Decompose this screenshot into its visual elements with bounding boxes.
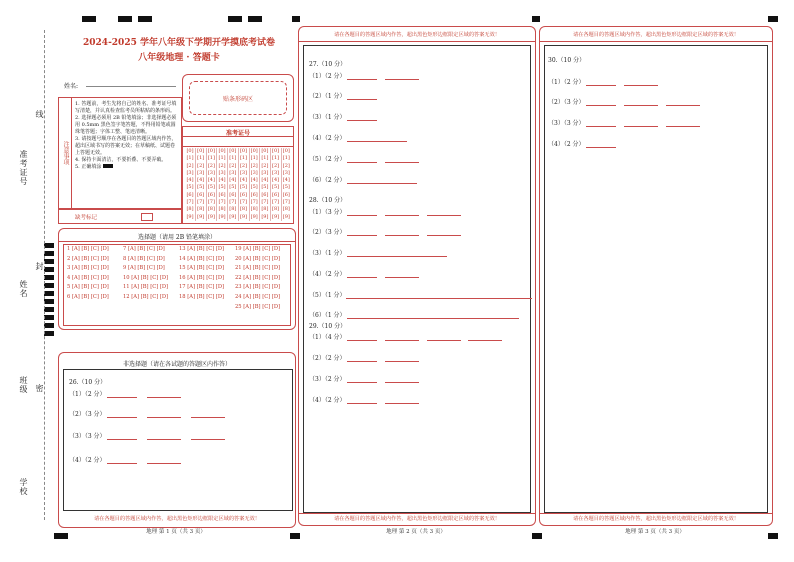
digit-bubble[interactable]: [0] [207,148,215,154]
digit-bubble[interactable]: [7] [218,199,226,206]
choice-question-row[interactable]: 25 [A] [B] [C] [D] [235,303,281,310]
digit-bubble[interactable]: [9] [218,213,226,220]
q28-part: （2）（3 分） [309,227,461,236]
q27-part: （3）（1 分） [309,112,377,121]
registration-mark [82,16,96,22]
digit-bubble[interactable]: [4] [229,177,237,184]
digit-bubble[interactable]: [4] [282,177,290,184]
timing-mark [44,315,54,320]
choice-question-row[interactable]: 6 [A] [B] [C] [D] [67,294,109,300]
timing-mark [44,251,54,256]
choice-question-row[interactable]: 21 [A] [B] [C] [D] [235,265,281,272]
digit-bubble[interactable]: [5] [186,184,194,191]
choice-question-row[interactable]: 10 [A] [B] [C] [D] [123,274,169,281]
choice-question-row[interactable]: 15 [A] [B] [C] [D] [179,265,225,272]
barcode-area [182,74,294,122]
binding-mi-mark: 密 [35,384,44,393]
registration-mark [292,16,300,22]
warning-note: 请在各题目的答题区域内作答，超出黑色矩形边框限定区域的答案无效！ [333,516,500,522]
timing-mark [44,259,54,264]
digit-bubble[interactable]: [1] [207,155,215,162]
name-label: 姓名: [64,83,79,90]
digit-bubble[interactable]: [8] [261,206,269,213]
q30-part: （3）（3 分） [548,118,700,127]
digit-bubble[interactable]: [9] [261,213,269,220]
digit-bubble[interactable]: [5] [250,184,258,191]
candidate-number-grid [182,126,294,224]
notes-title: 注意事项 [59,98,72,208]
digit-bubble[interactable]: [6] [229,191,237,198]
warning-note: 请在各题目的答题区域内作答，超出黑色矩形边框限定区域的答案无效！ [333,32,500,38]
digit-bubble[interactable]: [3] [250,169,258,176]
choice-question-row[interactable]: 23 [A] [B] [C] [D] [235,284,281,291]
digit-bubble[interactable]: [6] [186,191,194,198]
digit-bubble[interactable]: [7] [186,199,194,206]
digit-bubble[interactable]: [9] [186,213,194,220]
warning-note: 请在各题目的答题区域内作答，超出黑色矩形边框限定区域的答案无效！ [572,32,739,38]
digit-bubble[interactable]: [3] [272,169,280,176]
timing-mark [44,307,54,312]
digit-bubble[interactable]: [5] [229,184,237,191]
q30-part: （2）（3 分） [548,97,700,106]
question-26: 26.（10 分） [69,379,107,386]
digit-bubble[interactable]: [6] [239,191,248,198]
digit-column[interactable] [217,148,228,221]
q30-part: （4）（2 分） [548,139,616,148]
digit-bubble[interactable]: [8] [229,206,237,213]
q29-part: （4）（2 分） [309,395,419,404]
digit-column[interactable] [271,148,282,221]
choice-question-row[interactable]: 8 [A] [B] [C] [D] [123,255,165,262]
digit-column[interactable] [228,148,239,221]
binding-school-label: 学校 [19,478,28,496]
note-item: 5. 正确填涂 [75,164,177,171]
digit-bubble[interactable]: [8] [250,206,258,213]
q26-part-3: （3）（3 分） [69,431,225,440]
digit-bubble[interactable]: [7] [229,199,237,206]
digit-bubble[interactable]: [1] [261,155,269,162]
digit-bubble[interactable]: [8] [239,206,248,213]
digit-bubble[interactable]: [2] [218,162,226,169]
timing-mark [44,323,54,328]
digit-bubble[interactable]: [3] [197,169,205,176]
absent-checkbox[interactable] [141,213,153,221]
digit-bubble[interactable]: [0] [218,148,226,154]
note-item: 2. 选择题必须用 2B 铅笔填涂；非选择题必须用 0.5mm 黑色签字笔答题，不得用铅笔或圆珠笔答题；字体工整、笔迹清晰。 [75,115,177,135]
digit-bubble[interactable]: [8] [272,206,280,213]
q27-part: （4）（2 分） [309,133,407,142]
choice-question-row[interactable]: 11 [A] [B] [C] [D] [123,284,169,291]
choice-question-row[interactable]: 16 [A] [B] [C] [D] [179,274,225,281]
digit-bubble[interactable]: [0] [197,148,205,154]
choice-section [58,228,296,330]
digit-bubble[interactable]: [7] [282,199,290,206]
digit-bubble[interactable]: [7] [250,199,258,206]
digit-bubble[interactable]: [3] [229,169,237,176]
digit-bubble[interactable]: [2] [272,162,280,169]
digit-bubble[interactable]: [8] [207,206,215,213]
digit-bubble[interactable]: [4] [272,177,280,184]
digit-bubble[interactable]: [0] [261,148,269,154]
digit-bubble[interactable]: [1] [229,155,237,162]
choice-question-row[interactable]: 3 [A] [B] [C] [D] [67,265,109,272]
q26-part-1: （1）（2 分） [69,389,181,398]
digit-bubble[interactable]: [5] [239,184,248,191]
question-27: 27.（10 分） [309,61,347,68]
digit-bubble[interactable]: [9] [272,213,280,220]
digit-bubble[interactable]: [7] [272,199,280,206]
q30-part: （1）（2 分） [548,77,658,86]
digit-bubble[interactable]: [1] [272,155,280,162]
timing-mark [44,291,54,296]
digit-bubble[interactable]: [2] [239,162,248,169]
digit-bubble[interactable]: [2] [282,162,290,169]
notes-box [58,97,182,209]
digit-bubble[interactable]: [1] [282,155,290,162]
digit-bubble[interactable]: [9] [207,213,215,220]
digit-bubble[interactable]: [1] [218,155,226,162]
digit-bubble[interactable]: [5] [272,184,280,191]
digit-bubble[interactable]: [3] [186,169,194,176]
choice-question-row[interactable]: 1 [A] [B] [C] [D] [67,246,109,252]
digit-bubble[interactable]: [1] [239,155,248,162]
binding-id-label: 准考证号 [19,150,28,186]
digit-bubble[interactable]: [4] [197,177,205,184]
digit-bubble[interactable]: [8] [218,206,226,213]
digit-bubble[interactable]: [7] [239,199,248,206]
digit-bubble[interactable]: [9] [250,213,258,220]
digit-bubble[interactable]: [6] [207,191,215,198]
digit-bubble[interactable]: [0] [239,148,248,154]
q29-part: （3）（2 分） [309,374,419,383]
q28-part: （6）（1 分） [309,310,519,319]
digit-bubble[interactable]: [6] [197,191,205,198]
choice-question-row[interactable]: 13 [A] [B] [C] [D] [179,246,225,252]
digit-bubble[interactable]: [8] [186,206,194,213]
q27-part: （2）（1 分） [309,91,377,100]
digit-bubble[interactable]: [8] [282,206,290,213]
digit-bubble[interactable]: [2] [207,162,215,169]
registration-mark [768,16,778,22]
digit-bubble[interactable]: [0] [250,148,258,154]
page-footer-1: 地理 第 1 页（共 3 页） [146,529,206,535]
digit-bubble[interactable]: [5] [197,184,205,191]
binding-name-label: 姓名 [19,280,28,298]
choice-question-row[interactable]: 9 [A] [B] [C] [D] [123,265,165,272]
digit-bubble[interactable]: [2] [229,162,237,169]
q27-part: （5）（2 分） [309,154,419,163]
digit-bubble[interactable]: [4] [218,177,226,184]
page3-area [539,26,773,526]
digit-column[interactable] [249,148,260,221]
choice-question-row[interactable]: 12 [A] [B] [C] [D] [123,294,169,300]
digit-column[interactable] [260,148,271,221]
question-28: 28.（10 分） [309,197,347,204]
choice-question-row[interactable]: 19 [A] [B] [C] [D] [235,246,281,252]
choice-question-row[interactable]: 20 [A] [B] [C] [D] [235,255,281,262]
choice-question-row[interactable]: 14 [A] [B] [C] [D] [179,255,225,262]
digit-bubble[interactable]: [1] [250,155,258,162]
digit-bubble[interactable]: [4] [261,177,269,184]
choice-title: 选择题（请用 2B 铅笔填涂） [137,234,217,241]
digit-bubble[interactable]: [6] [261,191,269,198]
page-footer-2: 地理 第 2 页（共 3 页） [386,529,446,535]
choice-question-row[interactable]: 5 [A] [B] [C] [D] [67,284,109,291]
page-title: 2024-2025 学年八年级下学期开学摸底考试卷 [83,38,275,48]
digit-bubble[interactable]: [0] [229,148,237,154]
q27-part: （1）（2 分） [309,71,419,80]
question-30: 30.（10 分） [548,57,586,64]
digit-bubble[interactable]: [9] [229,213,237,220]
digit-bubble[interactable]: [0] [282,148,290,154]
digit-bubble[interactable]: [1] [197,155,205,162]
registration-mark [228,16,242,22]
q29-part: （2）（2 分） [309,353,419,362]
note-item: 3. 请按题号顺序在各题目的答题区域内作答，超出区域书写的答案无效；在草稿纸、试题卷上答题无效。 [75,136,177,156]
digit-column[interactable] [281,148,291,221]
warning-note: 请在各题目的答题区域内作答，超出黑色矩形边框限定区域的答案无效！ [93,516,260,522]
digit-bubble[interactable]: [9] [239,213,248,220]
registration-mark [138,16,152,22]
q28-part: （5）（1 分） [309,290,532,299]
digit-bubble[interactable]: [5] [261,184,269,191]
digit-bubble[interactable]: [1] [186,155,194,162]
digit-bubble[interactable]: [4] [207,177,215,184]
digit-bubble[interactable]: [0] [186,148,194,154]
digit-bubble[interactable]: [4] [186,177,194,184]
timing-mark [44,283,54,288]
digit-bubble[interactable]: [3] [282,169,290,176]
question-29: 29.（10 分） [309,323,347,330]
digit-bubble[interactable]: [6] [282,191,290,198]
digit-bubble[interactable]: [0] [272,148,280,154]
digit-column[interactable] [196,148,207,221]
q26-part-2: （2）（3 分） [69,409,225,418]
digit-bubble[interactable]: [7] [197,199,205,206]
digit-column[interactable] [206,148,217,221]
timing-mark [44,331,54,336]
digit-bubble[interactable]: [5] [218,184,226,191]
choice-question-row[interactable]: 4 [A] [B] [C] [D] [67,274,109,281]
digit-bubble[interactable]: [6] [250,191,258,198]
q26-part-4: （4）（2 分） [69,455,181,464]
digit-bubble[interactable]: [4] [239,177,248,184]
digit-bubble[interactable]: [9] [282,213,290,220]
binding-line [44,30,45,520]
q27-part: （6）（2 分） [309,175,417,184]
digit-bubble[interactable]: [4] [250,177,258,184]
digit-bubble[interactable]: [3] [239,169,248,176]
binding-line-mark: 线 [35,110,44,119]
registration-mark [118,16,132,22]
digit-bubble[interactable]: [7] [261,199,269,206]
choice-question-row[interactable]: 7 [A] [B] [C] [D] [123,246,165,252]
absent-row [58,209,182,224]
timing-mark [44,275,54,280]
q28-part: （3）（1 分） [309,248,447,257]
binding-seal-mark: 封 [35,262,44,271]
digit-bubble[interactable]: [6] [272,191,280,198]
barcode-label: 贴条形码区 [222,96,253,103]
warning-note: 请在各题目的答题区域内作答，超出黑色矩形边框限定区域的答案无效！ [572,516,739,522]
timing-mark [44,243,54,248]
candidate-number-title: 准考证号 [225,130,250,137]
note-item: 1. 答题前，考生先将自己的姓名、准考证号填写清楚，并认真检查监考员所粘贴的条形码。 [75,101,177,114]
digit-bubble[interactable]: [3] [218,169,226,176]
choice-question-row[interactable]: 22 [A] [B] [C] [D] [235,274,281,281]
q28-part: （1）（3 分） [309,207,461,216]
nonchoice-section [58,352,296,528]
subject-title: 八年级地理 · 答题卡 [138,53,220,63]
binding-class-label: 班级 [19,376,28,394]
choice-question-row[interactable]: 24 [A] [B] [C] [D] [235,294,281,300]
nonchoice-title: 非选择题（请在各试题的答题区内作答） [122,361,231,368]
digit-column[interactable] [185,148,196,221]
digit-bubble[interactable]: [7] [207,199,215,206]
page2-area [298,26,536,526]
q28-part: （4）（2 分） [309,269,419,278]
digit-bubble[interactable]: [2] [186,162,194,169]
registration-mark [532,16,540,22]
digit-bubble[interactable]: [5] [282,184,290,191]
choice-question-row[interactable]: 2 [A] [B] [C] [D] [67,255,109,262]
choice-question-row[interactable]: 17 [A] [B] [C] [D] [179,284,225,291]
digit-bubble[interactable]: [2] [250,162,258,169]
q29-part: （1）（4 分） [309,332,502,341]
digit-bubble[interactable]: [9] [197,213,205,220]
absent-label: 缺考标记 [75,215,98,221]
filled-sample [103,164,113,168]
timing-mark [44,267,54,272]
choice-question-row[interactable]: 18 [A] [B] [C] [D] [179,294,225,300]
digit-bubble[interactable]: [8] [197,206,205,213]
digit-column[interactable] [239,148,250,221]
digit-bubble[interactable]: [6] [218,191,226,198]
digit-bubble[interactable]: [2] [197,162,205,169]
digit-bubble[interactable]: [5] [207,184,215,191]
page-footer-3: 地理 第 3 页（共 3 页） [625,529,685,535]
name-field[interactable] [86,86,176,87]
note-item: 4. 保持卡面清洁，不要折叠、不要弄破。 [75,157,167,163]
digit-bubble[interactable]: [2] [261,162,269,169]
timing-mark [44,299,54,304]
digit-bubble[interactable]: [3] [261,169,269,176]
registration-mark [248,16,262,22]
digit-bubble[interactable]: [3] [207,169,215,176]
